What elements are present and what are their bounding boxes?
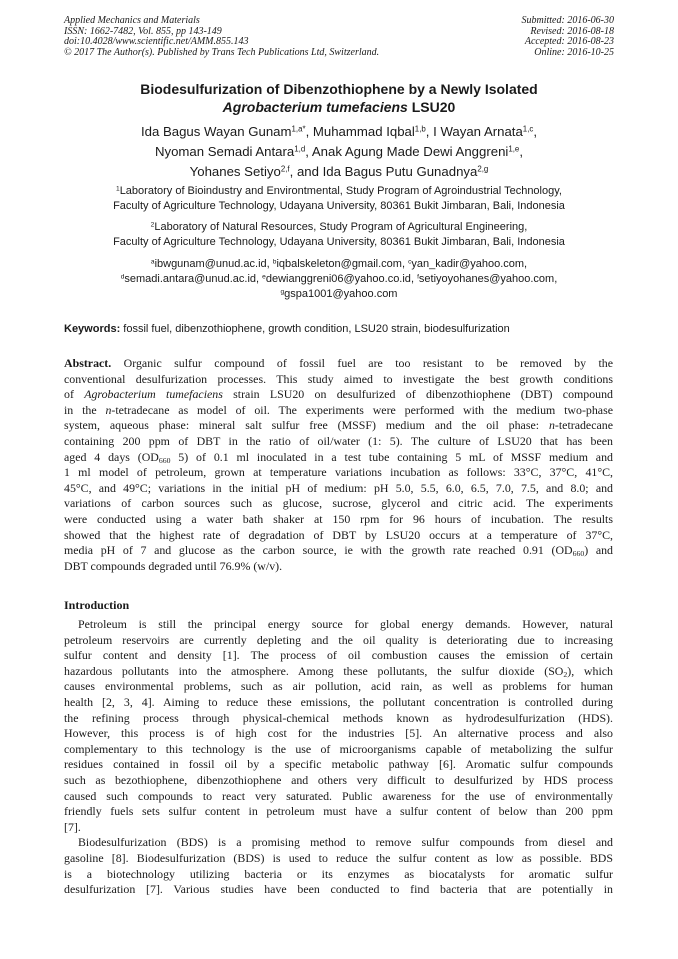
text-line: of Agrobacterium tumefaciens strain LSU20 on desulfurized of dibenzothiophene (DBT) compound — [64, 387, 613, 402]
text-line: Biodesulfurization (BDS) is a promising method to remove sulfur compounds from diesel and — [78, 835, 613, 850]
text-line: containing 200 ppm of DBT in the ratio of oil/water (1: 5). The culture of LSU20 that has been — [64, 433, 613, 448]
author-affiliation-mark: 1,b — [414, 124, 426, 134]
author-separator: , — [519, 144, 524, 159]
text-line: is a biotechnology utilizing bacteria or its enzymes as biocatalysts for aromatic sulfur — [64, 866, 613, 881]
text-line: residues contained in fossil oil by a specific metabolic pathway [6]. Aromatic sulfur compounds — [64, 757, 613, 772]
author-name: Ida Bagus Putu Gunadnya — [322, 164, 478, 179]
author-name: Yohanes Setiyo — [189, 164, 281, 179]
text-line: complementary to this technology is the use of microorganisms capable of metabolizing the sulfur — [64, 741, 613, 756]
author-name: I Wayan Arnata — [433, 124, 523, 139]
text-line: Abstract. Organic sulfur compound of fossil fuel are too resistant to be removed by the — [64, 356, 613, 370]
affiliation-text: Laboratory of Bioindustry and Environtmental, Study Program of Agroindustrial Technology, — [119, 185, 562, 197]
text-line: system, aqueous phase: mineral salt sulfur free (MSSF) medium and the oil phase: n-tetradecane — [64, 418, 613, 433]
author-line — [40, 162, 638, 182]
author-affiliation-mark: 2,g — [477, 164, 489, 174]
author-list — [40, 122, 638, 182]
email-mark: g — [280, 288, 285, 296]
text-line: in the n-tetradecane as model of oil. The experiments were performed with the medium two-phase — [64, 402, 613, 417]
online-date: Online: 2016-10-25 — [534, 46, 614, 58]
journal-name: Applied Mechanics and Materials — [64, 15, 200, 26]
text-line: health [2, 3, 4]. Aiming to reduce these emissions, the pollutant concentration is controlled during — [64, 694, 613, 709]
italic-term: n — [548, 418, 555, 433]
affiliation-mark: 1 — [116, 185, 120, 193]
section-heading-introduction: Introduction — [64, 598, 130, 612]
email-mark: e — [262, 273, 266, 281]
email-line — [60, 287, 618, 302]
author-separator: , — [533, 124, 538, 139]
email-mark: d — [120, 273, 125, 281]
text-line: variations of carbon sources such as glucose, sucrose, glycerol and citric acid. The experiments — [64, 496, 613, 511]
email-address[interactable]: gspa1001@yahoo.com — [284, 288, 398, 300]
email-line: $^a$ibwgunam@unud.ac.id, $^b$iqbalskeleton@gmail.com, $^c$yan_kadir@yahoo.com, — [150, 258, 528, 270]
title-organism: Agrobacterium tumefaciens — [222, 99, 408, 115]
email-mark: b — [272, 258, 277, 266]
text-line: such as bezothiophene, dibenzothiophene and others very difficult to desulfurized by HDS process — [64, 772, 613, 787]
text-line: the refining process through physical-chemical methods known as hydrodesulfurization (HDS). — [64, 710, 613, 725]
submitted-date: Submitted: 2016-06-30 — [521, 15, 614, 26]
abstract — [64, 356, 613, 574]
email-line: $^d$semadi.antara@unud.ac.id, $^e$dewianggreni06@yahoo.co.id, $^f$setiyoyohanes@yahoo.com, — [120, 273, 558, 285]
affiliation-mark: 2 — [150, 221, 155, 229]
email-address[interactable]: setiyoyohanes@yahoo.com — [418, 273, 555, 285]
text-line: were conducted using a water bath shaker at 150 rpm for 96 hours of incubation. The results — [64, 511, 613, 526]
paragraph — [64, 617, 613, 835]
author-affiliation-mark: 1,a* — [291, 124, 306, 134]
author-line — [40, 142, 638, 162]
italic-term: Agrobacterium tumefaciens — [84, 387, 223, 402]
abstract-label: Abstract. — [64, 356, 112, 370]
author-name: Nyoman Semadi Antara — [154, 144, 295, 159]
paper-title — [40, 80, 638, 116]
text-line: aged 4 days ($OD_{660}$ 5) of 0.1 ml inoculated in a test tube containing 5 mL of MSSF medium and — [64, 449, 613, 465]
subscript: 2 — [563, 669, 568, 679]
subscript: 660 — [158, 455, 171, 465]
title-line-2 — [40, 98, 638, 116]
affiliation-line: Faculty of Agriculture Technology, Udayana University, 80361 Bukit Jimbaran, Bali, Indonesia — [113, 236, 565, 248]
author-emails — [60, 257, 618, 302]
author-name: Anak Agung Made Dewi Anggreni — [311, 144, 509, 159]
subscript: 660 — [572, 549, 585, 559]
email-mark: a — [150, 258, 155, 266]
text-line: sulfur content and density [1]. The process of oil combustion causes the emission of certain — [64, 648, 613, 663]
title-line-1: Biodesulfurization of Dibenzothiophene by a Newly Isolated — [140, 81, 538, 97]
author-affiliation-mark: 1,e — [508, 144, 520, 154]
author-separator: , — [305, 144, 312, 159]
affiliation-2 — [60, 220, 618, 250]
author-name: Muhammad Iqbal — [312, 124, 415, 139]
text-line: gasoline [8]. Biodesulfurization (BDS) is used to reduce the sulfur content as low as possible. BDS — [64, 850, 613, 865]
email-address[interactable]: semadi.antara@unud.ac.id — [124, 273, 257, 285]
italic-term: n — [105, 402, 112, 417]
publication-dates — [414, 16, 614, 58]
affiliation-line: Faculty of Agriculture Technology, Udayana University, 80361 Bukit Jimbaran, Bali, Indonesia — [113, 200, 565, 212]
text-line: desulfurization [7]. Various studies have been conducted to find bacteria that are potentially in — [64, 882, 613, 897]
author-affiliation-mark: 2,f — [280, 164, 290, 174]
author-separator: , — [305, 124, 313, 139]
email-address[interactable]: iqbalskeleton@gmail.com — [276, 258, 402, 270]
doi-line: doi:10.4028/www.scientific.net/AMM.855.143 — [64, 36, 249, 48]
text-line: friendly fuels sets sulfur content in petroleum must have a sulfur content of below than 200 ppm — [64, 804, 613, 819]
introduction-body — [64, 617, 613, 898]
text-line: petroleum reservoirs are currently depleting and the oil quality is deteriorating due to increasing — [64, 632, 613, 647]
author-name: Ida Bagus Wayan Gunam — [140, 124, 292, 139]
paragraph — [64, 835, 613, 897]
author-affiliation-mark: 1,d — [294, 144, 306, 154]
issn-line: ISSN: 1662-7482, Vol. 855, pp 143-149 — [64, 25, 222, 37]
affiliation-line — [60, 184, 618, 199]
author-affiliation-mark: 1,c — [522, 124, 534, 134]
text-line: media pH of 7 and glucose as the carbon source, ie with the growth rate reached 0.91 $(OD_{660})$ and — [64, 543, 613, 559]
keywords-label: Keywords: — [64, 323, 121, 335]
email-mark: c — [408, 258, 412, 266]
affiliation-text: Laboratory of Natural Resources, Study Program of Agricultural Engineering, — [154, 221, 528, 233]
text-line: showed that the highest rate of degradation of DBT by LSU20 occurs at a temperature of 37°C, — [64, 527, 613, 542]
text-line: 45°C, and 49°C; variations in the initial pH of medium: pH 5.0, 5.5, 6.0, 6.5, 7.0, 7.5, and 8.0; and — [64, 480, 613, 495]
keywords — [64, 322, 624, 336]
text-line: DBT compounds degraded until 76.9% (w/v). — [64, 558, 283, 573]
author-separator: , — [425, 124, 434, 139]
text-line: caused such compounds to react very saturated. Public awareness for the use of environmentally — [64, 788, 613, 803]
email-mark: f — [417, 273, 419, 281]
text-line: Petroleum is still the principal energy source for global energy demands. However, natural — [78, 617, 613, 631]
text-line: hazardous pollutants into the atmosphere. Among these pollutants, the sulfur dioxide $(SO_2)$, which — [64, 663, 613, 679]
accepted-date: Accepted: 2016-08-23 — [524, 36, 614, 48]
keywords-text: fossil fuel, dibenzothiophene, growth condition, LSU20 strain, biodesulfurization — [120, 323, 510, 335]
email-address[interactable]: yan_kadir@yahoo.com — [411, 258, 525, 270]
journal-info — [64, 16, 464, 58]
affiliation-1 — [60, 184, 618, 214]
text-line: causes environmental problems, such as air pollution, acid rain, as well as problems for human — [64, 679, 613, 694]
text-line: 1 ml model of petroleum, grown at temperature variations incubation as follows: 33°C, 37°C, 41°C, — [64, 465, 613, 480]
text-line: [7]. — [64, 819, 81, 834]
copyright-line: © 2017 The Author(s). Published by Trans Tech Publications Ltd, Switzerland. — [64, 46, 380, 58]
affiliation-line — [60, 220, 618, 235]
revised-date: Revised: 2016-08-18 — [530, 25, 614, 37]
text-line: However, this process is of high cost for the industries [5]. An alternative process and also — [64, 726, 613, 741]
email-address[interactable]: dewianggreni06@yahoo.co.id — [265, 273, 411, 285]
title-strain: LSU20 — [407, 99, 456, 115]
author-separator: , and — [289, 164, 323, 179]
author-line — [40, 122, 638, 142]
email-address[interactable]: ibwgunam@unud.ac.id — [154, 258, 267, 270]
text-line: conventional desulfurization processes. This study aimed to investigate the best growth conditions — [64, 371, 613, 386]
